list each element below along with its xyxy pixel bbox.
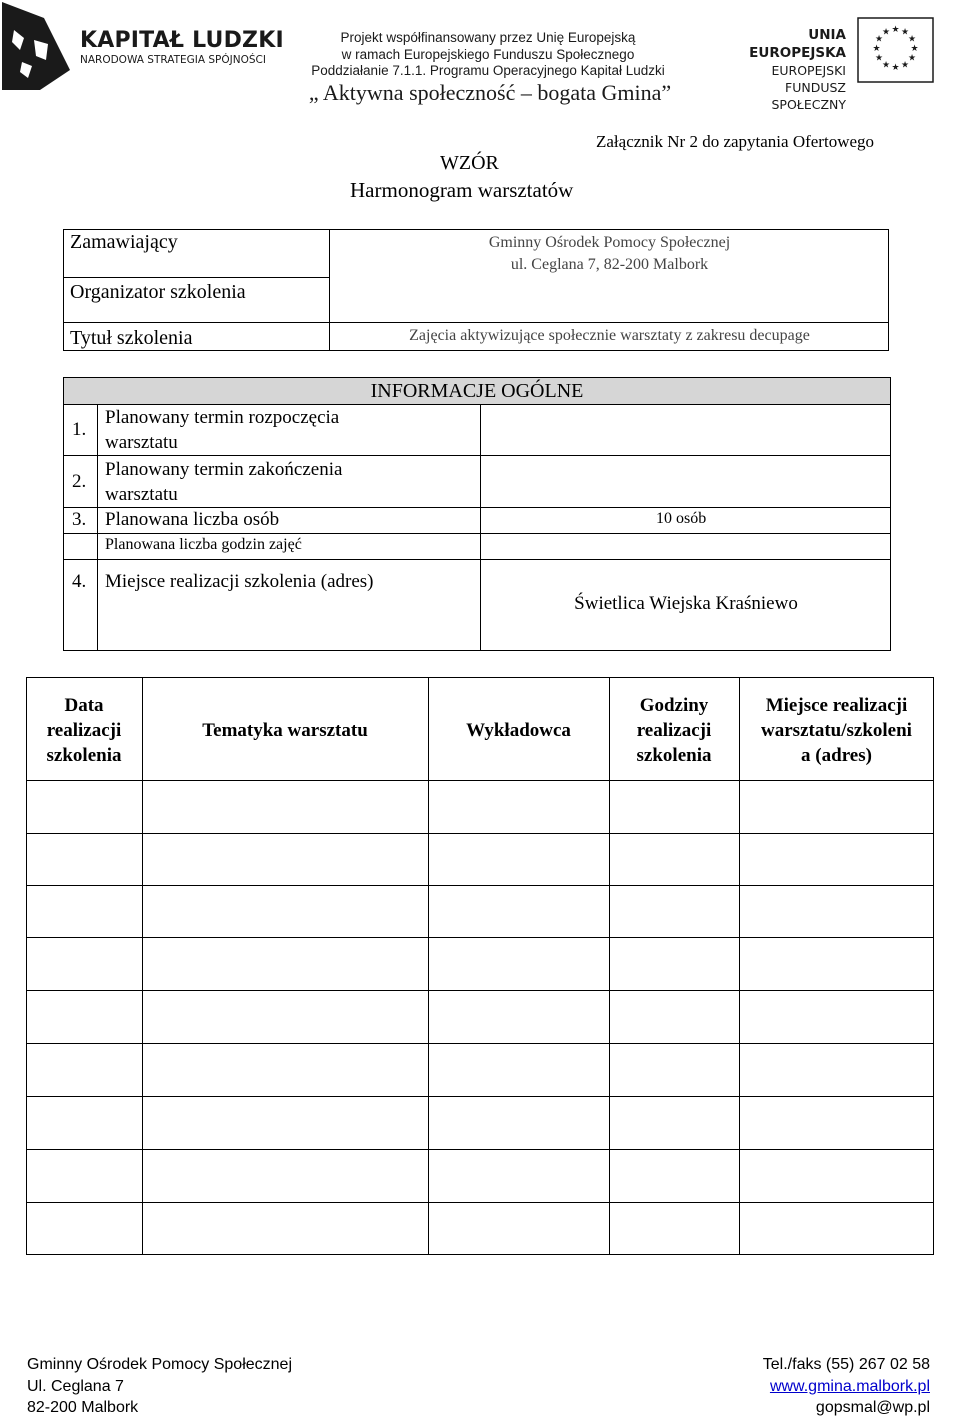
header-line: Data: [64, 695, 104, 716]
general-info-header: INFORMACJE OGÓLNE: [370, 380, 584, 402]
svg-text:★: ★: [881, 60, 891, 71]
divider: [63, 559, 891, 560]
start-date-label: [105, 405, 339, 455]
column-header-location: [739, 693, 934, 768]
end-date-label: [105, 457, 342, 507]
header-line: szkolenia: [636, 745, 712, 766]
organizer-line: ul. Ceglana 7, 82-200 Malbork: [510, 256, 709, 273]
column-header-date: [26, 693, 142, 768]
footer-phone: Tel./faks (55) 267 02 58: [762, 1356, 930, 1373]
row-number: 4.: [72, 571, 87, 592]
participants-label: Planowana liczba osób: [105, 509, 280, 530]
training-title-value: Zajęcia aktywizujące społecznie warsztaty z zakresu decupage: [409, 327, 810, 344]
eu-flag-icon: [857, 17, 934, 83]
header-line: Miejsce realizacji: [765, 695, 908, 716]
row-number: 1.: [72, 419, 87, 440]
header-line: szkolenia: [46, 745, 122, 766]
annex-note: Załącznik Nr 2 do zapytania Ofertowego: [596, 132, 875, 151]
label-line: Planowany termin zakończenia: [105, 459, 343, 480]
training-title-label: Tytuł szkolenia: [70, 327, 193, 349]
divider: [26, 1202, 934, 1203]
svg-text:★: ★: [874, 53, 884, 64]
project-info: [288, 30, 688, 80]
kapital-ludzki-title: KAPITAŁ LUDZKI: [80, 28, 284, 53]
divider: [428, 677, 429, 1255]
footer-website-link[interactable]: www.gmina.malbork.pl: [769, 1377, 930, 1395]
divider: [63, 507, 891, 508]
eu-line: FUNDUSZ SPOŁECZNY: [771, 80, 846, 112]
label-line: Planowany termin rozpoczęcia: [105, 407, 340, 428]
divider: [63, 277, 329, 278]
label-line: warsztatu: [105, 484, 178, 505]
divider: [26, 833, 934, 834]
svg-text:★: ★: [891, 25, 900, 35]
column-header-topic: [142, 718, 428, 743]
motto: „ Aktywna społeczność – bogata Gmina”: [308, 80, 672, 105]
footer-line: Gminny Ośrodek Pomocy Społecznej: [27, 1356, 292, 1373]
kapital-ludzki-subtitle: NARODOWA STRATEGIA SPÓJNOŚCI: [80, 54, 266, 66]
document-subtitle: Harmonogram warsztatów: [350, 178, 574, 202]
footer-address: [27, 1354, 292, 1419]
divider: [26, 780, 934, 781]
svg-text:★: ★: [900, 27, 910, 38]
svg-text:★: ★: [907, 53, 917, 64]
divider: [26, 885, 934, 886]
hours-label: Planowana liczba godzin zajęć: [105, 536, 302, 553]
project-line: Projekt współfinansowany przez Unię Europejską: [340, 30, 636, 45]
column-header-lecturer: [428, 718, 609, 743]
organizer-label: Organizator szkolenia: [70, 281, 246, 303]
divider: [26, 937, 934, 938]
label-line: warsztatu: [105, 432, 178, 453]
divider: [63, 455, 891, 456]
footer-contact: [690, 1354, 930, 1419]
column-header-hours: [609, 693, 739, 768]
divider: [26, 1043, 934, 1044]
row-number: 2.: [72, 471, 87, 492]
divider: [63, 533, 891, 534]
organizer-line: Gminny Ośrodek Pomocy Społecznej: [488, 234, 731, 251]
svg-text:★: ★: [900, 60, 910, 71]
svg-text:★: ★: [910, 44, 919, 54]
location-label: Miejsce realizacji szkolenia (adres): [105, 571, 374, 592]
project-line: Poddziałanie 7.1.1. Programu Operacyjnego Kapitał Ludzki: [311, 63, 665, 78]
participants-value: 10 osób: [656, 510, 707, 527]
document-title: WZÓR: [440, 152, 499, 174]
divider: [26, 1096, 934, 1097]
divider: [26, 1149, 934, 1150]
header-line: Tematyka warsztatu: [202, 720, 368, 741]
header-line: realizacji: [46, 720, 122, 741]
project-line: w ramach Europejskiego Funduszu Społecznego: [341, 46, 635, 62]
header-line: a (adres): [801, 745, 872, 766]
svg-text:★: ★: [874, 34, 884, 45]
footer-email: gopsmal@wp.pl: [815, 1399, 930, 1416]
header-line: realizacji: [636, 720, 712, 741]
divider: [97, 404, 98, 651]
divider: [63, 322, 889, 323]
organizer-value: [330, 232, 889, 276]
header-line: Wykładowca: [466, 720, 571, 741]
footer-line: Ul. Ceglana 7: [27, 1377, 124, 1395]
eu-line: EUROPEJSKI: [771, 63, 846, 78]
header-line: Godziny: [639, 695, 709, 716]
ordering-label: Zamawiający: [70, 231, 178, 253]
svg-text:★: ★: [891, 63, 900, 73]
location-value: Świetlica Wiejska Kraśniewo: [574, 593, 798, 614]
divider: [142, 677, 143, 1255]
eu-line: UNIA EUROPEJSKA: [749, 27, 846, 61]
svg-text:★: ★: [907, 34, 917, 45]
divider: [26, 990, 934, 991]
row-number: 3.: [72, 509, 87, 530]
svg-text:★: ★: [872, 44, 881, 54]
eu-text: [708, 26, 846, 113]
header-line: warsztatu/szkoleni: [761, 720, 912, 741]
svg-text:★: ★: [881, 27, 891, 38]
footer-line: 82-200 Malbork: [27, 1399, 139, 1416]
